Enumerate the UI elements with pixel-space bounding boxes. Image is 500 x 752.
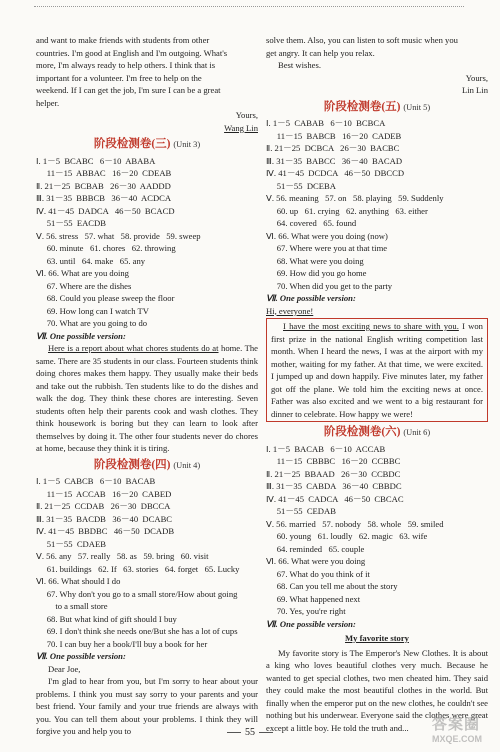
answer-line: Ⅰ. 1－5 CABAB 6－10 BCBCA — [266, 118, 386, 128]
essay-body: The same. There are 35 students in our class. Fourteen students think doing chores makes them happy. They usually make their beds and take out the rubbish. Ten students like to do the dishes and walk the dog. They think these chores are interesting. Seven students often help their parents cook and wash clothes. They think housework is boring but they can learn to look after themselves by doing it. The other four students never do chores at home, because they think it is tiring. — [36, 343, 258, 453]
answer-line: Ⅵ. 66. What were you doing — [266, 556, 366, 566]
speech-greeting: Hi, everyone! — [266, 305, 314, 316]
essay-first-sentence: I have the most exciting news to share with you. — [283, 321, 459, 331]
signature-yours: Yours, — [235, 110, 258, 120]
section-title-text: 阶段检测卷(六) — [323, 426, 401, 438]
answer-line: Ⅲ. 31－35 BBBCB 36－40 ACDCA — [36, 193, 172, 203]
answer-line: 63. until 64. make 65. any — [36, 255, 146, 266]
answer-line: 69. How did you go home — [266, 268, 367, 278]
answer-line: 67. What do you think of it — [266, 568, 370, 579]
answer-line: 68. What were you doing — [266, 255, 364, 266]
section-title-4 — [36, 459, 258, 473]
section-title-5 — [266, 101, 488, 115]
answer-line: Ⅳ. 41－45 BBDBC 46－50 DCADB — [36, 526, 175, 536]
answer-line: Ⅵ. 66. What are you doing — [36, 268, 129, 278]
answer-line: Ⅵ. 66. What should I do — [36, 576, 121, 586]
page-number — [0, 727, 500, 738]
answer-line: 51－55 EACDB — [36, 218, 106, 228]
watermark-sub: MXQE.COM — [431, 734, 482, 744]
essay-5 — [266, 318, 488, 422]
answer-line: to a small store — [36, 601, 108, 611]
answer-line: Ⅳ. 41－45 CADCA 46－50 CBCAC — [266, 493, 404, 504]
answer-line: 69. How long can I watch TV — [36, 305, 149, 316]
version-label: Ⅶ. One possible version: — [36, 330, 126, 341]
version-label: Ⅶ. One possible version: — [266, 618, 356, 629]
answer-line: 68. But what kind of gift should I buy — [36, 613, 177, 624]
answer-line: 69. What happened next — [266, 593, 361, 604]
dash-decoration — [259, 732, 273, 733]
answer-line: 11－15 CBBBC 16－20 CCBBC — [266, 456, 401, 466]
answer-line: 60. minute 61. chores 62. throwing — [36, 243, 176, 253]
answer-line: 51－55 CDAEB — [36, 538, 106, 549]
essay-first-tail: I — [458, 321, 465, 331]
text-line: weekend. If I can get the job, I'm sure I can be a great — [36, 85, 221, 95]
text-line: helper. — [36, 97, 60, 108]
story-body: My favorite story is The Emperor's New Clothes. It is about a king who loves beautiful clothes very much. Because he wanted to get special clothes, two men cheated him. They said they could make the most beautiful clothes in the world. But finally when the emperor put on the new clothes, he couldn't see nothing but his underwear. Everyone said the clothes were great except a little boy. He told the truth and... — [266, 647, 488, 733]
answer-line: 70. I can buy her a book/I'll buy a book for her — [36, 638, 208, 649]
answer-line: 60. up 61. crying 62. anything 63. either — [266, 205, 428, 216]
version-label: Ⅶ. One possible version: — [36, 651, 126, 661]
best-wishes: Best wishes. — [278, 60, 321, 70]
answer-line: Ⅱ. 21－25 BCBAB 26－30 AADDD — [36, 180, 171, 191]
text-line: solve them. Also, you can listen to soft music when you — [266, 35, 458, 45]
answer-line: 67. Where are the dishes — [36, 280, 132, 291]
section-title-3 — [36, 138, 258, 152]
answer-line: 70. What are you going to do — [36, 318, 148, 328]
answer-line: Ⅰ. 1－5 CABCB 6－10 BACAB — [36, 476, 156, 486]
answer-line: Ⅲ. 31－35 CABDA 36－40 CBBDC — [266, 481, 402, 491]
answer-line: 69. I don't think she needs one/But she has a lot of cups — [36, 626, 238, 636]
answer-line: Ⅰ. 1－5 BCABC 6－10 ABABA — [36, 155, 156, 166]
answer-list-4 — [36, 475, 258, 650]
section-unit: (Unit 3) — [173, 140, 201, 149]
answer-list-5 — [266, 117, 488, 292]
answer-line: 64. reminded 65. couple — [266, 543, 365, 554]
essay-body: won first prize in the national English writing competition last month. When I heard the news, I was at the airport with my mother, waiting for my father. At that time, we were excited. I jumped up and down happily. Five minutes later, my father got off the plane. We told him the exciting news at once. Father was also excited and we went to a big restaurant for dinner to celebrate. How happy we were! — [271, 321, 483, 419]
text-line: more, I'm always ready to help others. I think that is — [36, 60, 216, 70]
page-number-text: 55 — [245, 727, 255, 738]
signature-name: Lin Lin — [461, 85, 488, 95]
letter-body: I'm glad to hear from you, but I'm sorry to hear about your problems. I think you must say sorry to your parents and your best friend. Your family and your true friends are always with you. You can tell them about your problems. I think they will forgive you and help you to — [36, 676, 258, 736]
answer-line: 51－55 CEDAB — [266, 506, 336, 516]
answer-line: Ⅲ. 31－35 BABCC 36－40 BACAD — [266, 155, 403, 166]
answer-line: Ⅵ. 66. What were you doing (now) — [266, 230, 388, 241]
answer-line: Ⅱ. 21－25 DCBCA 26－30 BACBC — [266, 143, 400, 153]
answer-line: 67. Where were you at that time — [266, 243, 388, 253]
answer-line: Ⅴ. 56. meaning 57. on 58. playing 59. Suddenly — [266, 193, 444, 203]
section-title-text: 阶段检测卷(五) — [323, 100, 401, 113]
text-line: important for a volunteer. I'm free to help on the — [36, 72, 202, 83]
section-title-text: 阶段检测卷(三) — [93, 138, 171, 150]
answer-line: Ⅱ. 21－25 BBAAD 26－30 CCBDC — [266, 468, 401, 479]
watermark-main: 答案圈 — [431, 716, 480, 733]
text-line: countries. I'm good at English and I'm outgoing. What's — [36, 47, 228, 58]
answer-line: Ⅳ. 41－45 DCDCA 46－50 DBCCD — [266, 168, 405, 178]
answer-line: Ⅲ. 31－35 BACDB 36－40 DCABC — [36, 513, 173, 524]
answer-line: Ⅳ. 41－45 DADCA 46－50 BCACD — [36, 205, 175, 216]
text-line: get angry. It can help you relax. — [266, 47, 375, 58]
answer-line: 60. young 61. loudly 62. magic 63. wife — [266, 531, 428, 541]
answer-line: Ⅱ. 21－25 CCDAB 26－30 DBCCA — [36, 501, 171, 511]
answer-line: 61. buildings 62. If 63. stories 64. forget 65. Lucky — [36, 563, 240, 574]
answer-line: 64. covered 65. found — [266, 218, 357, 228]
answer-line: 11－15 ACCAB 16－20 CABED — [36, 488, 172, 499]
section-unit: (Unit 6) — [403, 428, 431, 437]
section-unit: (Unit 5) — [403, 102, 431, 112]
answer-line: 70. When did you get to the party — [266, 280, 393, 291]
answer-line: Ⅰ. 1－5 BACAB 6－10 ACCAB — [266, 443, 386, 454]
essay-first-sentence: Here is a report about what chores students do at — [48, 343, 219, 353]
answer-line: 11－15 ABBAC 16－20 CDEAB — [36, 168, 172, 178]
essay-3 — [36, 342, 258, 455]
dash-decoration — [227, 732, 241, 733]
text-line: and want to make friends with students from other — [36, 35, 210, 45]
answer-line: Ⅴ. 56. married 57. nobody 58. whole 59. smiled — [266, 518, 444, 529]
answer-line: 11－15 BABCB 16－20 CADEB — [266, 130, 402, 141]
answer-line: Ⅴ. 56. any 57. really 58. as 59. bring 60. visit — [36, 551, 209, 561]
watermark-logo — [432, 713, 482, 744]
signature-yours: Yours, — [465, 72, 488, 83]
answer-line: Ⅴ. 56. stress 57. what 58. provide 59. sweep — [36, 230, 201, 241]
section-title-6 — [266, 426, 488, 440]
story-title: My favorite story — [345, 633, 409, 643]
answer-line: 70. Yes, you're right — [266, 606, 346, 616]
essay-first-tail: home. — [218, 343, 243, 353]
answer-line: 68. Could you please sweep the floor — [36, 293, 175, 303]
letter-greeting: Dear Joe, — [48, 663, 81, 674]
section-title-text: 阶段检测卷(四) — [93, 458, 171, 471]
section-unit: (Unit 4) — [173, 460, 201, 470]
answer-list-3 — [36, 155, 258, 330]
signature-name: Wang Lin — [224, 122, 258, 133]
intro-paragraph — [36, 34, 258, 109]
answer-list-6 — [266, 443, 488, 618]
right-column — [266, 34, 488, 734]
answer-line: 51－55 DCEBA — [266, 180, 336, 191]
answer-line: 68. Can you tell me about the story — [266, 581, 398, 591]
left-column — [36, 34, 258, 738]
version-label: Ⅶ. One possible version: — [266, 293, 356, 303]
answer-line: 67. Why don't you go to a small store/How about going — [36, 588, 238, 599]
top-decoration — [34, 6, 464, 13]
